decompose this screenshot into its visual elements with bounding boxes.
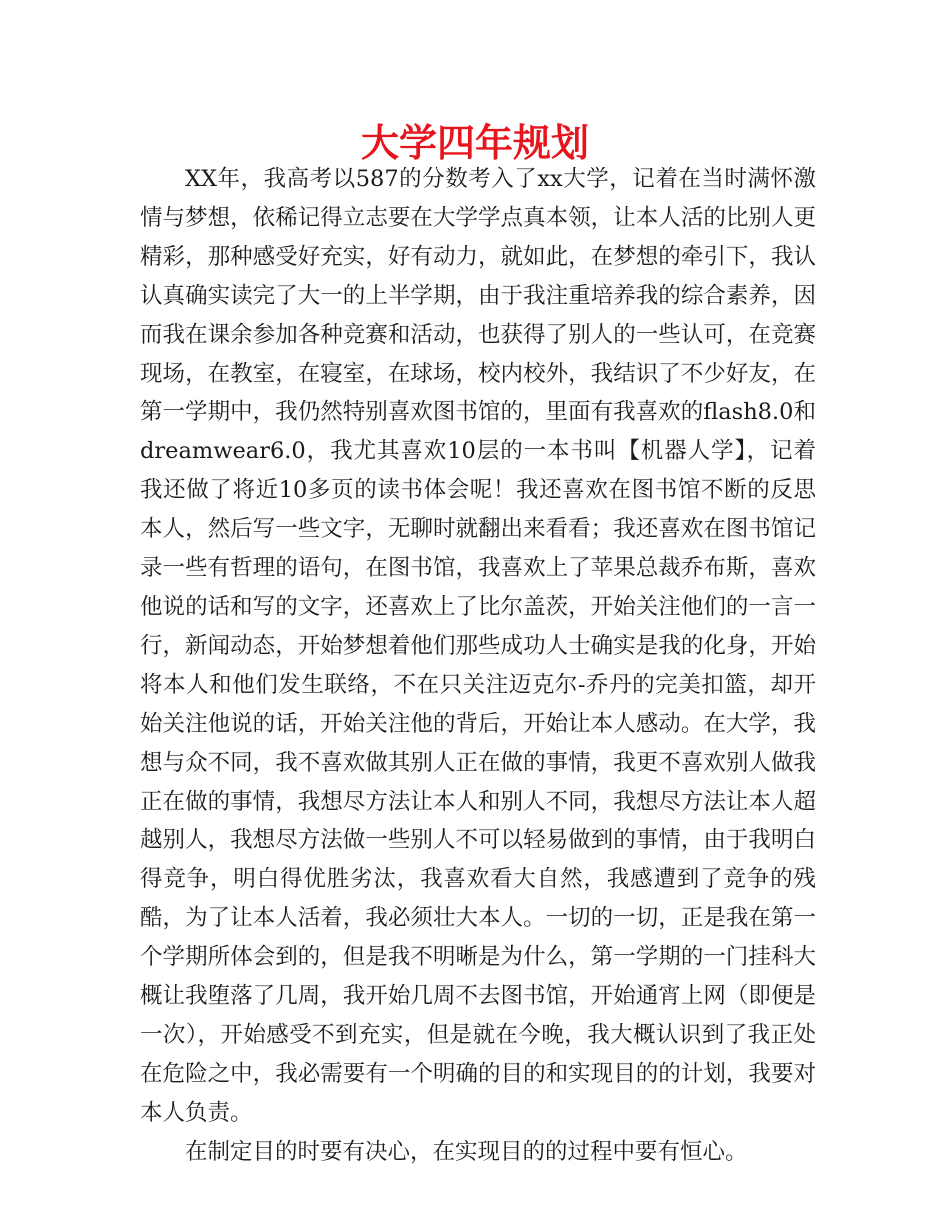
document-body [140, 160, 816, 1172]
paragraph-1: XX年，我高考以587的分数考入了xx大学，记着在当时满怀激情与梦想，依稀记得立志要在大学学点真本领，让本人活的比别人更精彩，那种感受好充实，好有动力，就如此，在梦想的牵引下，我认认真确实读完了大一的上半学期，由于我注重培养我的综合素养，因而我在课余参加各种竞赛和活动，也获得了别人的一些认可，在竞赛现场，在教室，在寝室，在球场，校内校外，我结识了不少好友，在第一学期中，我仍然特别喜欢图书馆的，里面有我喜欢的flash8.0和dreamwear6.0，我尤其喜欢10层的一本书叫【机器人学】，记着我还做了将近10多页的读书体会呢！我还喜欢在图书馆不断的反思本人，然后写一些文字，无聊时就翻出来看看；我还喜欢在图书馆记录一些有哲理的语句，在图书馆，我喜欢上了苹果总裁乔布斯，喜欢他说的话和写的文字，还喜欢上了比尔盖茨，开始关注他们的一言一行，新闻动态，开始梦想着他们那些成功人士确实是我的化身，开始将本人和他们发生联络，不在只关注迈克尔-乔丹的完美扣篮，却开始关注他说的话，开始关注他的背后，开始让本人感动。在大学，我想与众不同，我不喜欢做其别人正在做的事情，我更不喜欢别人做我正在做的事情，我想尽方法让本人和别人不同，我想尽方法让本人超越别人，我想尽方法做一些别人不可以轻易做到的事情，由于我明白得竞争，明白得优胜劣汰，我喜欢看大自然，我感遭到了竞争的残酷，为了让本人活着，我必须壮大本人。一切的一切，正是我在第一个学期所体会到的，但是我不明晰是为什么，第一学期的一门挂科大概让我堕落了几周，我开始几周不去图书馆，开始通宵上网（即便是一次），开始感受不到充实，但是就在今晚，我大概认识到了我正处在危险之中，我必需要有一个明确的目的和实现目的的计划，我要对本人负责。 [140, 166, 816, 1126]
paragraph-2: 在制定目的时要有决心，在实现目的的过程中要有恒心。 [185, 1138, 748, 1165]
page-title: 大学四年规划 [360, 121, 589, 165]
